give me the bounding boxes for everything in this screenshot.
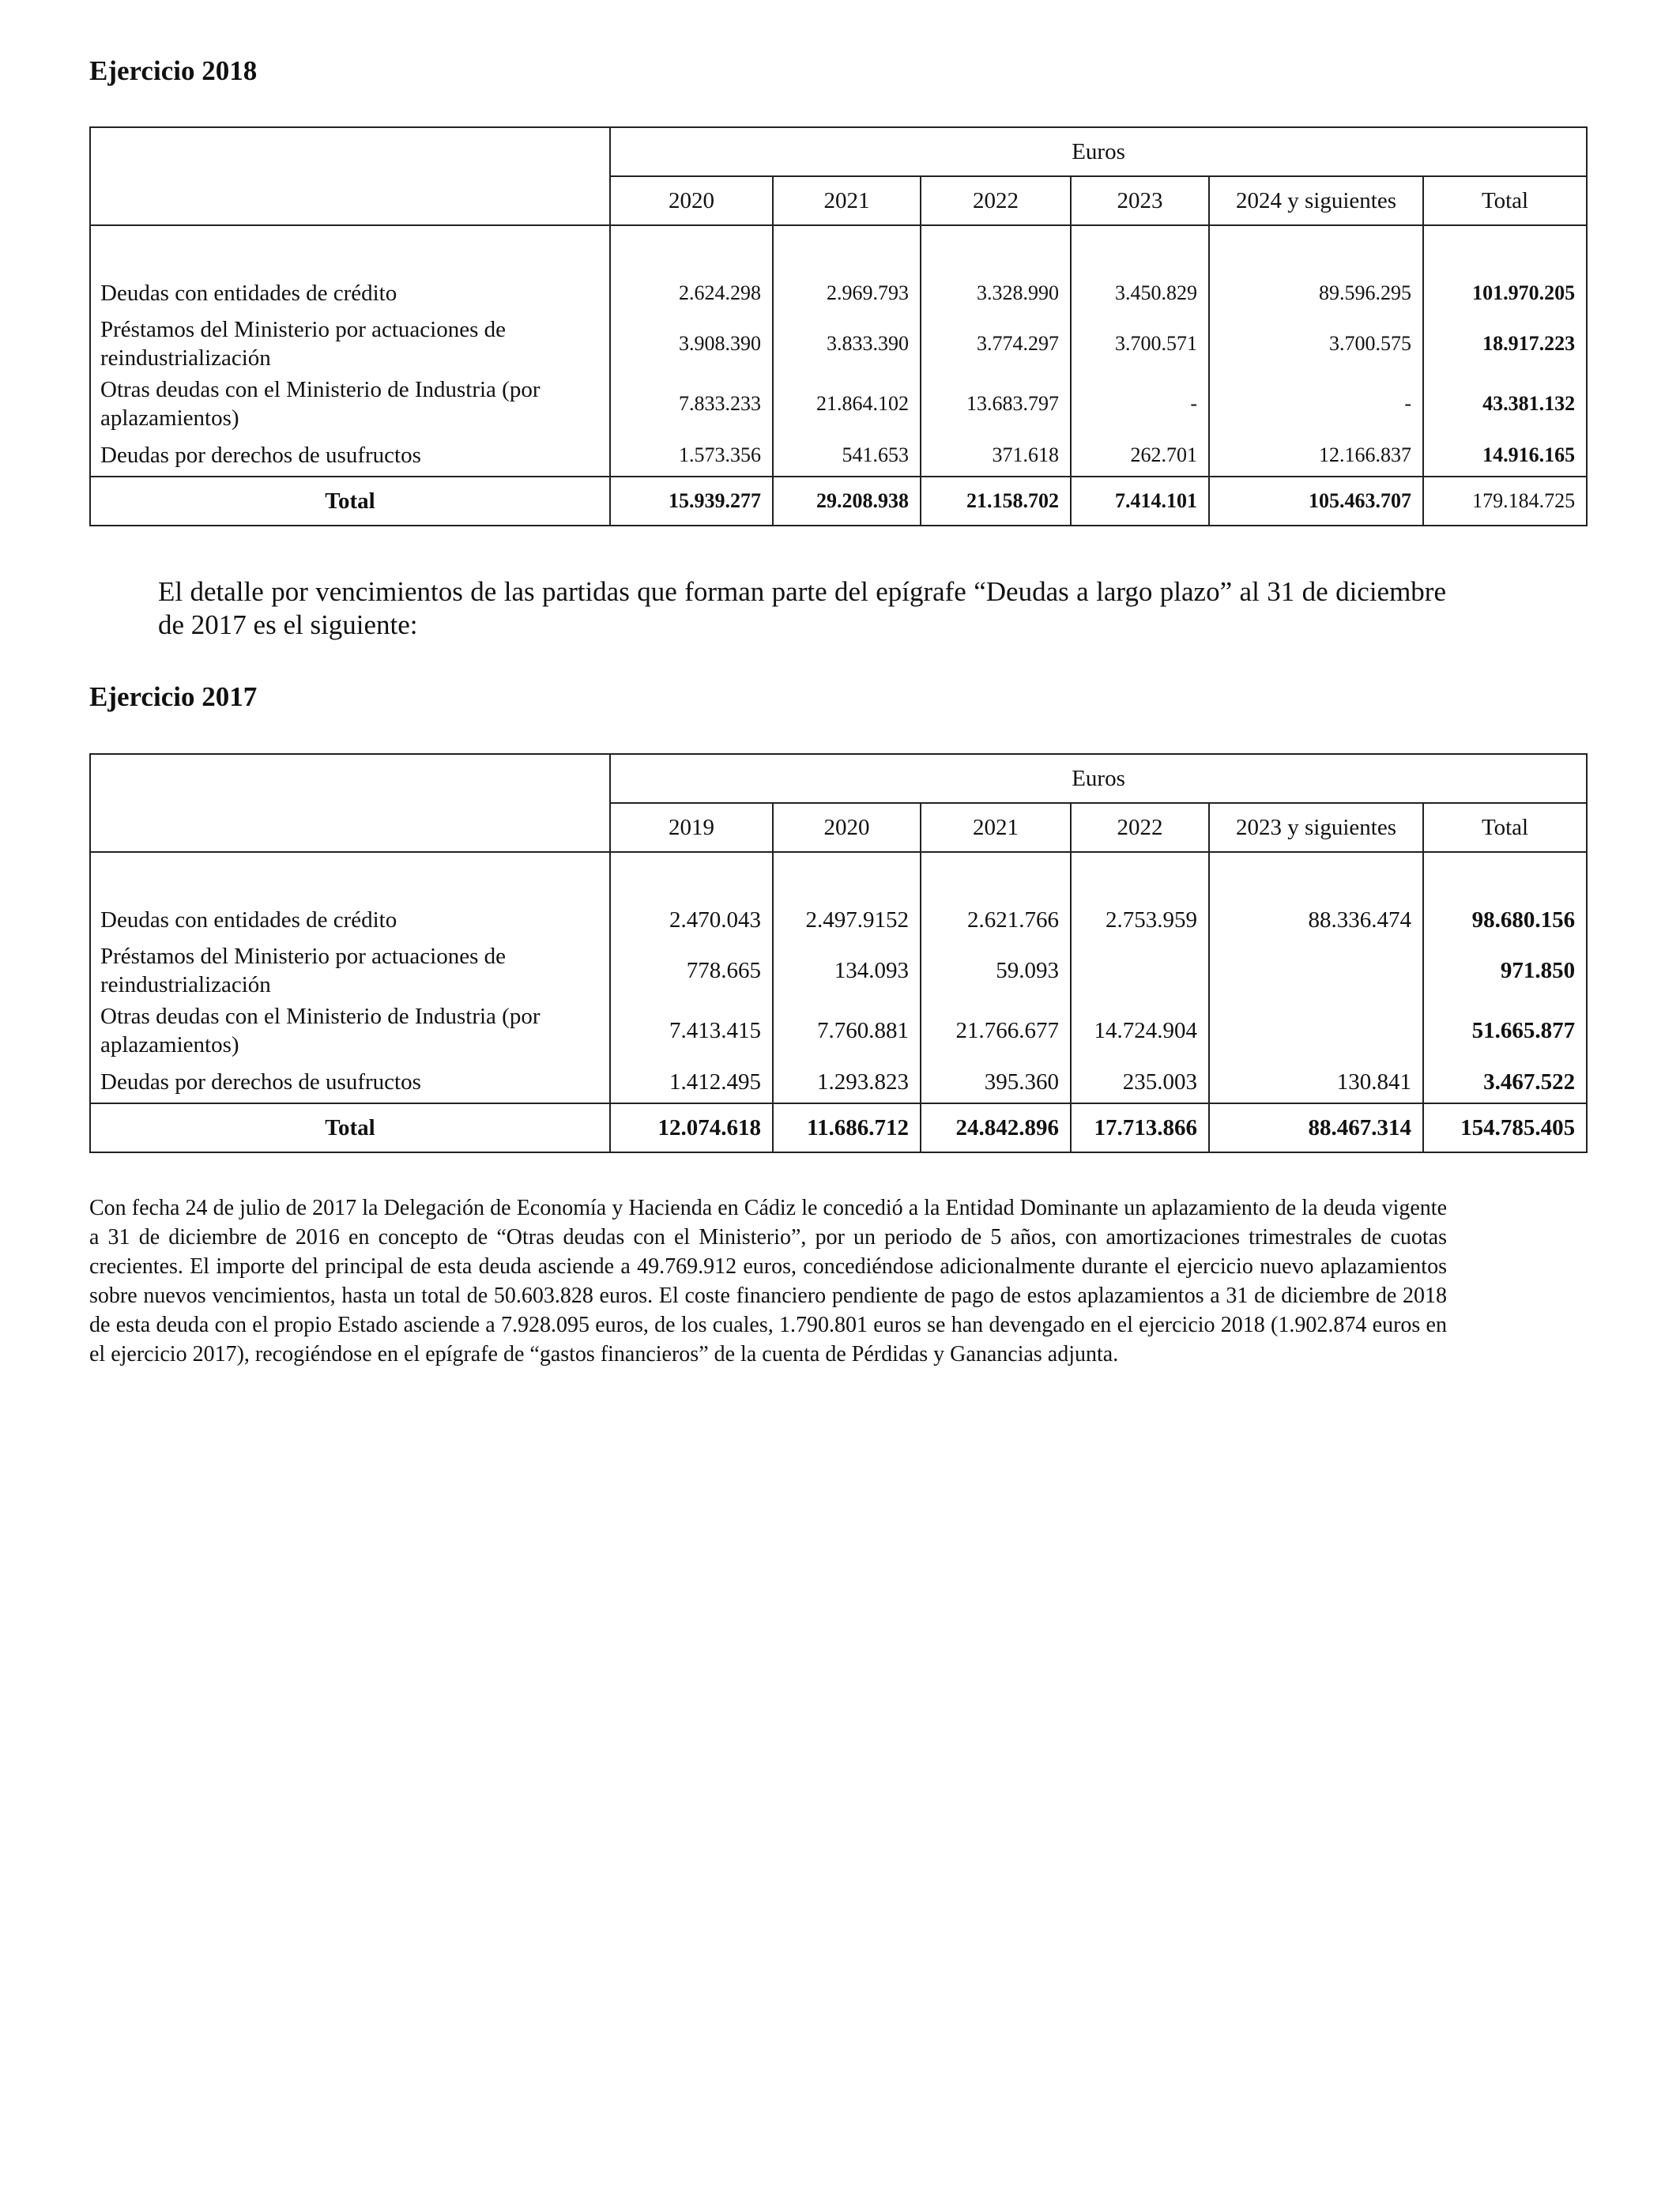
row-total-value: 18.917.223: [1423, 314, 1587, 374]
cell-value: 21.864.102: [773, 374, 921, 434]
cell-value: 395.360: [921, 1061, 1071, 1103]
cell-value: 3.700.571: [1071, 314, 1209, 374]
row-total-value: 98.680.156: [1423, 899, 1587, 941]
row-total-value: 14.916.165: [1423, 434, 1587, 477]
cell-value: 1.412.495: [610, 1061, 773, 1103]
table-row: [90, 1061, 1587, 1103]
column-header: 2021: [921, 803, 1071, 852]
cell-value: 2.753.959: [1071, 899, 1209, 941]
column-header: 2022: [921, 176, 1071, 225]
cell-value: 12.166.837: [1209, 434, 1423, 477]
cell-value: 2.470.043: [610, 899, 773, 941]
row-label: Otras deudas con el Ministerio de Industria (por aplazamientos): [90, 1001, 610, 1061]
column-header: 2022: [1071, 803, 1209, 852]
cell-value: 89.596.295: [1209, 273, 1423, 314]
cell-value: [1071, 941, 1209, 1001]
row-label: Préstamos del Ministerio por actuaciones de reindustrialización: [90, 941, 610, 1001]
cell-value: 14.724.904: [1071, 1001, 1209, 1061]
cell-value: 262.701: [1071, 434, 1209, 477]
debt-maturity-table-2018: [89, 126, 1588, 526]
row-total-value: 101.970.205: [1423, 273, 1587, 314]
column-header: 2024 y siguientes: [1209, 176, 1423, 225]
cell-value: 2.621.766: [921, 899, 1071, 941]
header-corner-cell: [90, 754, 610, 852]
total-label: Total: [90, 477, 610, 526]
cell-value: 3.328.990: [921, 273, 1071, 314]
total-value: 17.713.866: [1071, 1103, 1209, 1152]
column-header: 2020: [773, 803, 921, 852]
total-value: 24.842.896: [921, 1103, 1071, 1152]
column-header: 2023 y siguientes: [1209, 803, 1423, 852]
cell-value: 3.774.297: [921, 314, 1071, 374]
currency-header: Euros: [610, 127, 1587, 176]
currency-header: Euros: [610, 754, 1587, 803]
row-label: Deudas por derechos de usufructos: [90, 1061, 610, 1103]
column-header: 2023: [1071, 176, 1209, 225]
cell-value: [1209, 941, 1423, 1001]
total-value: 29.208.938: [773, 477, 921, 526]
cell-value: -: [1209, 374, 1423, 434]
intro-paragraph: El detalle por vencimientos de las partidas que forman parte del epígrafe “Deudas a largo plazo” al 31 de diciembre de 2017 es el siguiente:: [158, 576, 1446, 640]
cell-value: [1209, 1001, 1423, 1061]
cell-value: 778.665: [610, 941, 773, 1001]
cell-value: 3.700.575: [1209, 314, 1423, 374]
column-header: 2020: [610, 176, 773, 225]
section-heading-2017: Ejercicio 2017: [89, 681, 258, 712]
table-row: [90, 374, 1587, 434]
row-total-value: 51.665.877: [1423, 1001, 1587, 1061]
row-total-value: 971.850: [1423, 941, 1587, 1001]
header-corner-cell: [90, 127, 610, 225]
row-total-value: 3.467.522: [1423, 1061, 1587, 1103]
table-row: [90, 434, 1587, 477]
total-row: [90, 1103, 1587, 1152]
grand-total-value: 179.184.725: [1423, 477, 1587, 526]
cell-value: 541.653: [773, 434, 921, 477]
debt-maturity-table-2017: [89, 753, 1588, 1153]
cell-value: 134.093: [773, 941, 921, 1001]
row-label: Deudas por derechos de usufructos: [90, 434, 610, 477]
cell-value: 7.760.881: [773, 1001, 921, 1061]
total-value: 12.074.618: [610, 1103, 773, 1152]
table-row: [90, 899, 1587, 941]
row-label: Préstamos del Ministerio por actuaciones de reindustrialización: [90, 314, 610, 374]
cell-value: 3.908.390: [610, 314, 773, 374]
total-label: Total: [90, 1103, 610, 1152]
table-row: [90, 314, 1587, 374]
total-value: 7.414.101: [1071, 477, 1209, 526]
section-heading-2018: Ejercicio 2018: [89, 55, 258, 86]
cell-value: 21.766.677: [921, 1001, 1071, 1061]
cell-value: 130.841: [1209, 1061, 1423, 1103]
column-header: 2021: [773, 176, 921, 225]
cell-value: 2.624.298: [610, 273, 773, 314]
row-label: Otras deudas con el Ministerio de Industria (por aplazamientos): [90, 374, 610, 434]
cell-value: 3.833.390: [773, 314, 921, 374]
row-total-value: 43.381.132: [1423, 374, 1587, 434]
table-row: [90, 941, 1587, 1001]
cell-value: 88.336.474: [1209, 899, 1423, 941]
cell-value: 59.093: [921, 941, 1071, 1001]
cell-value: -: [1071, 374, 1209, 434]
total-value: 21.158.702: [921, 477, 1071, 526]
total-value: 15.939.277: [610, 477, 773, 526]
table-row: [90, 1001, 1587, 1061]
cell-value: 3.450.829: [1071, 273, 1209, 314]
cell-value: 1.573.356: [610, 434, 773, 477]
cell-value: 7.833.233: [610, 374, 773, 434]
grand-total-value: 154.785.405: [1423, 1103, 1587, 1152]
cell-value: 13.683.797: [921, 374, 1071, 434]
cell-value: 1.293.823: [773, 1061, 921, 1103]
column-header: Total: [1423, 176, 1587, 225]
column-header: Total: [1423, 803, 1587, 852]
cell-value: 235.003: [1071, 1061, 1209, 1103]
cell-value: 371.618: [921, 434, 1071, 477]
total-value: 105.463.707: [1209, 477, 1423, 526]
note-paragraph: Con fecha 24 de julio de 2017 la Delegación de Economía y Hacienda en Cádiz le concedió a la Entidad Dominante un aplazamiento de la deuda vigente a 31 de diciembre de 2016 en concepto de “Otras deudas con el Ministerio”, por un periodo de 5 años, con amortizaciones trimestrales de cuotas crecientes. El importe del principal de esta deuda asciende a 49.769.912 euros, concediéndose adicionalmente durante el ejercicio nuevo aplazamientos sobre nuevos vencimientos, hasta un total de 50.603.828 euros. El coste financiero pendiente de pago de estos aplazamientos a 31 de diciembre de 2018 de esta deuda con el propio Estado asciende a 7.928.095 euros, de los cuales, 1.790.801 euros se han devengado en el ejercicio 2018 (1.902.874 euros en el ejercicio 2017), recogiéndose en el epígrafe de “gastos financieros” de la cuenta de Pérdidas y Ganancias adjunta.: [89, 1196, 1447, 1367]
total-value: 11.686.712: [773, 1103, 921, 1152]
cell-value: 7.413.415: [610, 1001, 773, 1061]
cell-value: 2.969.793: [773, 273, 921, 314]
row-label: Deudas con entidades de crédito: [90, 273, 610, 314]
total-row: [90, 477, 1587, 526]
column-header: 2019: [610, 803, 773, 852]
cell-value: 2.497.9152: [773, 899, 921, 941]
total-value: 88.467.314: [1209, 1103, 1423, 1152]
table-row: [90, 273, 1587, 314]
row-label: Deudas con entidades de crédito: [90, 899, 610, 941]
